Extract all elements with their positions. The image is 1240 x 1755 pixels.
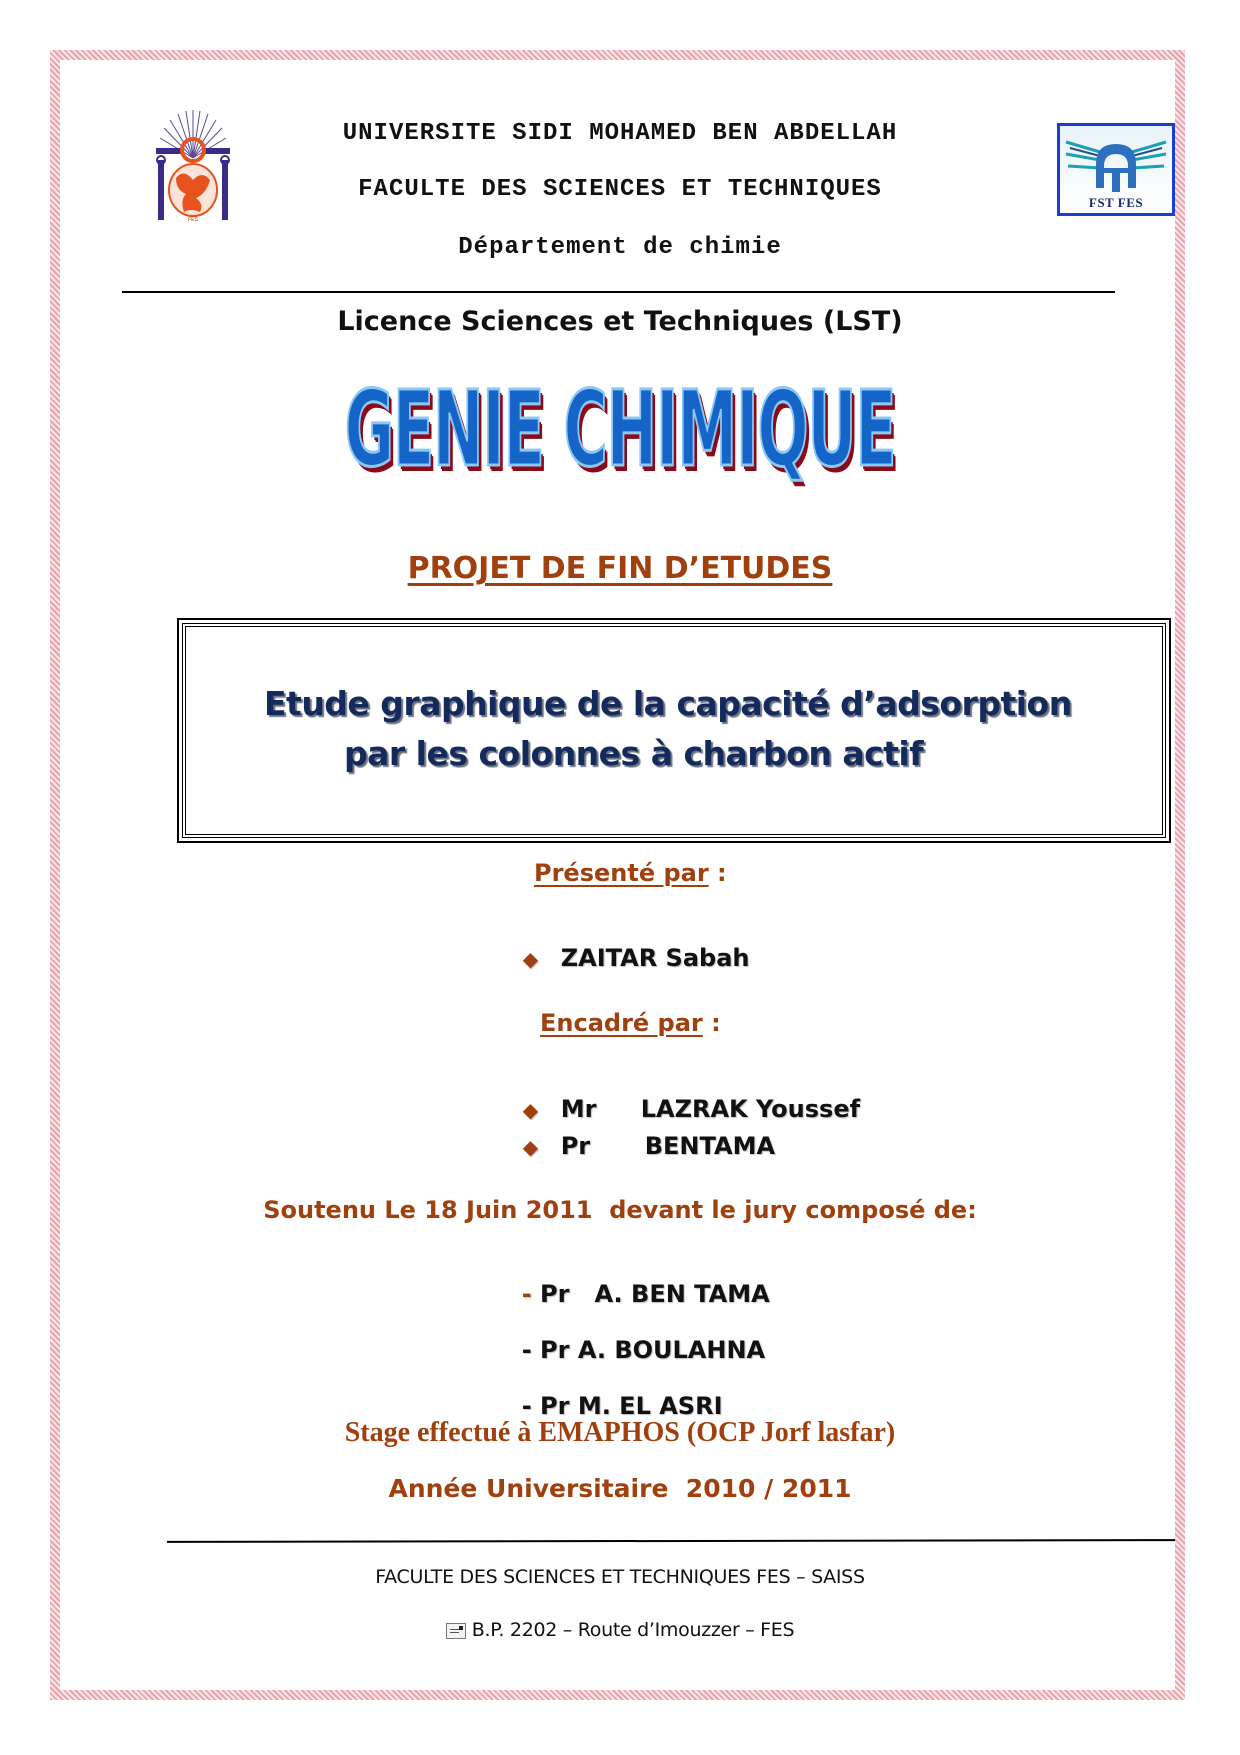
fst-arch-icon: [1060, 128, 1172, 194]
program-name: Licence Sciences et Techniques (LST): [337, 306, 903, 337]
supervised-by-heading: [540, 1009, 721, 1037]
supervised-by-colon: :: [702, 1009, 721, 1037]
diamond-bullet-icon: ◆: [522, 1098, 539, 1122]
supervisor-title: Pr: [560, 1132, 591, 1160]
student-name: ZAITAR Sabah: [560, 944, 750, 972]
jury-member-name: Pr M. EL ASRI: [540, 1392, 723, 1420]
svg-text:FES: FES: [188, 217, 198, 223]
fst-fes-logo: [1057, 123, 1175, 216]
fst-fes-label: FST FES: [1088, 195, 1144, 210]
jury-member-name: Pr A. BEN TAMA: [540, 1280, 770, 1308]
jury-member: [505, 1364, 723, 1420]
jury-member-name: Pr A. BOULAHNA: [540, 1336, 766, 1364]
jury-dash: -: [521, 1280, 541, 1308]
thesis-title-box: [182, 623, 1166, 838]
faculty-name: FACULTE DES SCIENCES ET TECHNIQUES: [358, 176, 882, 203]
jury-dash: -: [521, 1392, 541, 1420]
supervisor-name: LAZRAK Youssef: [640, 1095, 861, 1123]
supervisor-name: BENTAMA: [644, 1132, 776, 1160]
jury-dash: -: [521, 1336, 541, 1364]
diamond-bullet-icon: ◆: [522, 947, 539, 971]
specialty-title: GENIE CHIMIQUE: [344, 368, 896, 490]
thesis-title-line-1: Etude graphique de la capacité d’adsorption: [264, 684, 1072, 723]
academic-year: Année Universitaire 2010 / 2011: [388, 1474, 852, 1503]
jury-member: [505, 1308, 765, 1364]
diamond-bullet-icon: ◆: [522, 1135, 539, 1159]
footer-address: B.P. 2202 – Route d’Imouzzer – FES: [471, 1619, 795, 1641]
footer-address-row: [0, 1619, 1240, 1641]
student-row: [506, 916, 749, 972]
presented-by-label: Présenté par: [534, 859, 709, 887]
specialty-banner: [0, 368, 1240, 492]
supervised-by-label: Encadré par: [540, 1009, 703, 1037]
supervisor-row: [506, 1104, 775, 1160]
presented-by-heading: [534, 859, 727, 887]
defense-statement: Soutenu Le 18 Juin 2011 devant le jury composé de:: [263, 1196, 977, 1224]
presented-by-colon: :: [708, 859, 727, 887]
department-name: Département de chimie: [458, 234, 782, 261]
document-type: PROJET DE FIN D’ETUDES: [407, 551, 833, 586]
university-name: UNIVERSITE SIDI MOHAMED BEN ABDELLAH: [342, 120, 898, 147]
mailbox-icon: [446, 1623, 466, 1639]
internship-info: Stage effectué à EMAPHOS (OCP Jorf lasfar): [344, 1417, 896, 1448]
header-divider: [122, 291, 1115, 293]
thesis-title-line-2: par les colonnes à charbon actif: [344, 734, 924, 773]
footer-institution: FACULTE DES SCIENCES ET TECHNIQUES FES – SAISS: [375, 1566, 865, 1588]
supervisor-title: Mr: [560, 1095, 597, 1123]
jury-member: [505, 1252, 770, 1308]
